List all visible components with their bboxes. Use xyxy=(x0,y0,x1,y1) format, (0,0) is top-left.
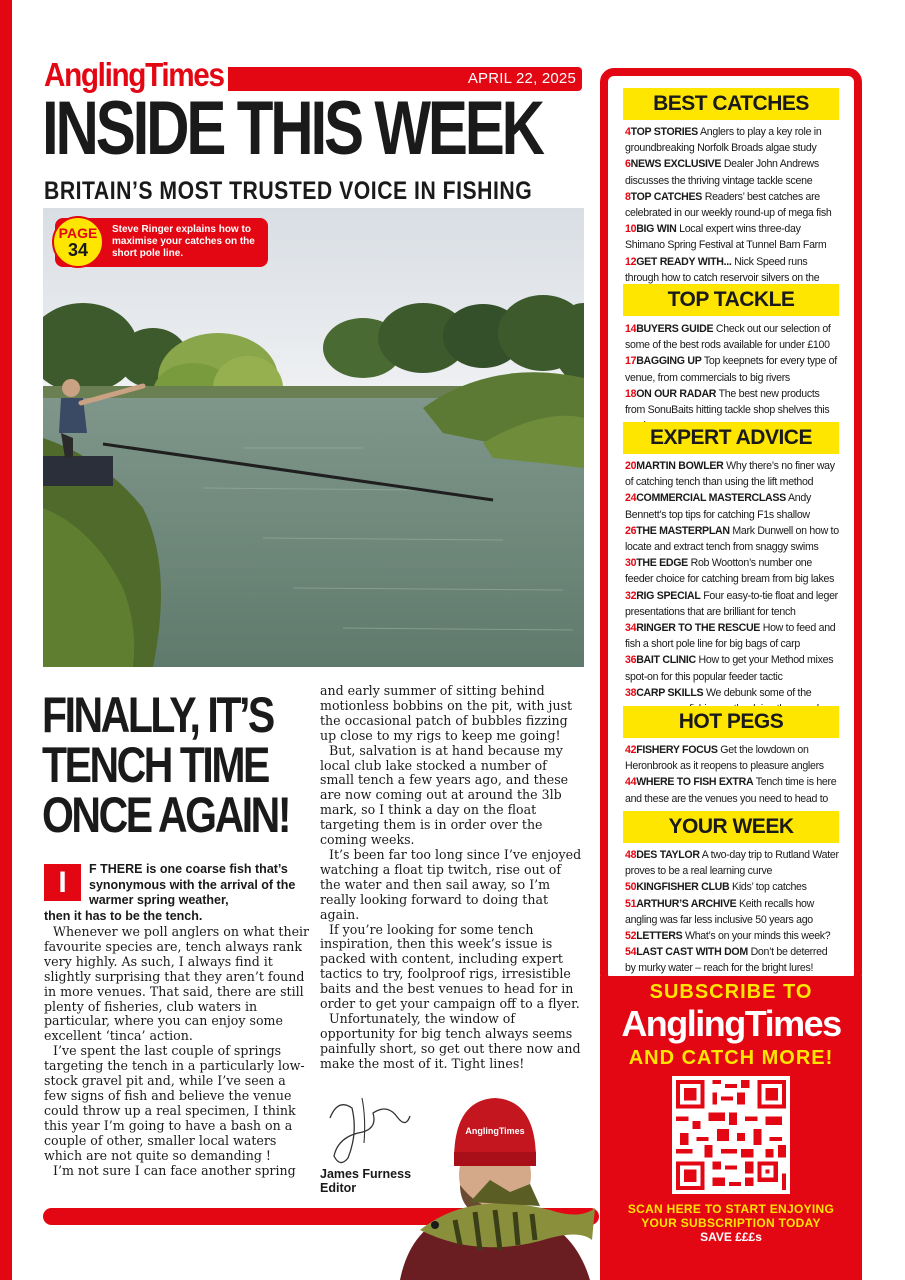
contents-item xyxy=(625,221,839,253)
contents-description: Local expert wins three-day Shimano Spring Festival at Tunnel Barn Farm xyxy=(625,223,827,252)
contents-item xyxy=(625,879,839,895)
contents-page-number: 14 xyxy=(625,323,637,335)
contents-item xyxy=(625,742,839,774)
section-heading: BEST CATCHES xyxy=(623,88,839,120)
contents-category: NEWS EXCLUSIVE xyxy=(630,158,722,171)
section-list xyxy=(625,458,839,717)
section-heading: EXPERT ADVICE xyxy=(623,422,839,454)
editorial-paragraph: I’m not sure I can face another spring xyxy=(53,1162,296,1178)
subscribe-brand: AnglingTimes xyxy=(621,1003,841,1044)
contents-item xyxy=(625,124,839,156)
contents-page-number: 34 xyxy=(625,622,637,635)
contents-description: Kids’ top catches xyxy=(732,881,807,894)
contents-category: GET READY WITH... xyxy=(636,255,732,268)
contents-item xyxy=(625,490,839,522)
contents-category: ARTHUR’S ARCHIVE xyxy=(636,897,737,910)
contents-category: LAST CAST WITH DOM xyxy=(636,946,748,959)
drop-cap: I xyxy=(44,864,81,901)
contents-category: BAIT CLINIC xyxy=(636,654,696,667)
contents-item xyxy=(625,555,839,587)
contents-page-number: 8 xyxy=(625,190,631,203)
contents-item xyxy=(625,588,839,620)
contents-page-number: 51 xyxy=(625,897,637,910)
contents-category: BUYERS GUIDE xyxy=(636,323,714,335)
contents-category: THE EDGE xyxy=(636,557,688,570)
contents-page-number: 18 xyxy=(625,387,637,400)
contents-page-number: 42 xyxy=(625,744,637,756)
hero-photo xyxy=(43,208,584,667)
perch-fish xyxy=(420,1180,595,1250)
subscribe-panel xyxy=(600,976,862,1280)
contents-description: Tench time is here and these are the venues you need to head to xyxy=(625,776,837,805)
issue-date: APRIL 22, 2025 xyxy=(467,70,576,87)
contents-page-number: 24 xyxy=(625,492,637,505)
contents-page-number: 50 xyxy=(625,881,637,894)
editorial-title-line: TENCH TIME xyxy=(42,737,268,793)
editorial-paragraph: But, salvation is at hand because my local club lake stocked a number of small tench a few years ago, and these are now coming out at around the 3lb mark, so I think a day on the float targeting them is in order over the coming weeks. xyxy=(320,742,569,848)
editor-role: Editor xyxy=(320,1181,357,1195)
contents-category: CARP SKILLS xyxy=(636,686,704,699)
editorial-paragraph: If you’re looking for some tench inspiration, then this week’s issue is packed with content, including expert tactics to try, foolproof rigs, irresistible baits and the best venues to head for in order to get your campaign off to a flyer. xyxy=(320,921,580,1012)
page-badge-label: PAGE xyxy=(58,225,98,241)
contents-category: RIG SPECIAL xyxy=(636,589,701,602)
contents-page-number: 52 xyxy=(625,930,637,943)
contents-category: THE MASTERPLAN xyxy=(636,524,730,537)
contents-category: BIG WIN xyxy=(636,223,677,236)
subscribe-cta: AND CATCH MORE! xyxy=(628,1047,834,1069)
contents-description: Nick Speed runs through how to catch reservoir silvers on the xyxy=(625,255,820,284)
contents-page-number: 10 xyxy=(625,223,637,236)
contents-item xyxy=(625,156,839,188)
tagline: BRITAIN’S MOST TRUSTED VOICE IN FISHING xyxy=(44,177,533,205)
contents-description: Get the lowdown on Heronbrook as it reopens to pleasure anglers xyxy=(625,744,824,773)
editorial-title-line: ONCE AGAIN! xyxy=(42,787,290,843)
contents-page-number: 54 xyxy=(625,946,637,959)
contents-item xyxy=(625,847,839,879)
contents-category: COMMERCIAL MASTERCLASS xyxy=(636,492,786,505)
cap-logo: AnglingTimes xyxy=(465,1126,525,1136)
page-title: INSIDE THIS WEEK xyxy=(42,86,542,171)
contents-page-number: 30 xyxy=(625,557,637,570)
editorial-intro-end: then it has to be the tench. xyxy=(44,909,203,923)
editorial-paragraph: I’ve spent the last couple of springs targeting the tench in a particularly low-stock gravel pit and, while I’ve seen a few signs of fish and believe the venue could throw up a real specimen, I think this year I’m going to have a bash on a couple of other, smaller local waters which are not quite so demanding ! xyxy=(44,1043,305,1163)
editor-name: James Furness xyxy=(320,1167,412,1181)
contents-item xyxy=(625,652,839,684)
contents-page-number: 36 xyxy=(625,654,637,667)
contents-item xyxy=(625,189,839,221)
contents-item xyxy=(625,944,839,976)
subscribe-scan-line: SCAN HERE TO START ENJOYING xyxy=(627,1202,835,1216)
editorial-title-line: FINALLY, IT’S xyxy=(42,687,273,743)
contents-item xyxy=(625,896,839,928)
section-list xyxy=(625,321,839,434)
editorial-paragraph: Unfortunately, the window of opportunity for big tench always seems painfully short, so get out there now and make the most of it. Tight lines! xyxy=(320,1010,581,1071)
contents-description: Four easy-to-tie float and leger presentations that are brilliant for tench xyxy=(625,589,838,618)
contents-category: WHERE TO FISH EXTRA xyxy=(636,776,754,789)
contents-page-number: 4 xyxy=(625,126,631,138)
contents-description: Dealer John Andrews discusses the thriving vintage tackle scene xyxy=(625,158,819,187)
contents-description: A two-day trip to Rutland Water proves to be a real learning curve xyxy=(625,849,839,878)
editorial-paragraph: and early summer of sitting behind motionless bobbins on the pit, with just the occasional patch of bubbles fizzing up close to my rigs to keep me going! xyxy=(320,683,573,743)
editorial-paragraph: Whenever we poll anglers on what their favourite species are, tench always rank very highly. As such, I always find it slightly surprising that they aren’t found in more venues. That said, there are still plenty of fisheries, club waters in particular, where you can enjoy some excellent ‘tinca’ action. xyxy=(44,924,310,1044)
editor-photo xyxy=(380,1080,602,1280)
section-list xyxy=(625,742,839,807)
contents-description: The best new products from SonuBaits hitting tackle shop shelves this xyxy=(625,387,830,417)
subscribe-title: SUBSCRIBE TO xyxy=(649,981,813,1003)
contents-description: Don’t be deterred by murky water – reach for the bright lures! xyxy=(625,946,828,975)
page-edge-stripe xyxy=(0,0,12,1280)
editorial-title xyxy=(42,687,290,843)
contents-category: ON OUR RADAR xyxy=(636,387,717,400)
contents-description: Keith recalls how angling was far less inclusive 50 years ago xyxy=(625,897,814,926)
editorial-column-left xyxy=(44,925,310,1178)
contents-category: TOP STORIES xyxy=(630,126,698,138)
magazine-logo: AnglingTimes xyxy=(44,56,224,93)
contents-description: Mark Dunwell on how to locate and extract tench from snaggy swims xyxy=(625,524,839,554)
page-badge-caption: Steve Ringer explains how to maximise your catches on the short pole line. xyxy=(112,224,255,259)
contents-category: MARTIN BOWLER xyxy=(636,460,724,472)
section-heading: TOP TACKLE xyxy=(623,284,839,316)
contents-item xyxy=(625,774,839,806)
contents-description: Top keepnets for every type of venue, from commercials to big rivers xyxy=(625,355,837,384)
contents-category: RINGER TO THE RESCUE xyxy=(636,622,761,635)
contents-item xyxy=(625,620,839,652)
section-list xyxy=(625,847,839,977)
contents-item xyxy=(625,458,839,490)
contents-category: KINGFISHER CLUB xyxy=(636,881,730,894)
contents-description: Andy Bennett’s top tips for catching F1s shallow xyxy=(625,492,811,521)
contents-item xyxy=(625,523,839,555)
contents-page-number: 12 xyxy=(625,255,637,268)
contents-description: Check out our selection of some of the best rods available for under £100 xyxy=(625,323,831,352)
editorial-column-right xyxy=(320,684,584,1072)
editorial-paragraph: It’s been far too long since I’ve enjoyed watching a float tip twitch, rise out of the water and then sail away, so I’m really looking forward to doing that again. xyxy=(320,846,582,922)
page-badge-circle xyxy=(52,216,104,268)
contents-category: LETTERS xyxy=(636,930,683,943)
contents-description: What’s on your minds this week? xyxy=(685,930,831,943)
contents-category: FISHERY FOCUS xyxy=(636,744,718,756)
contents-page-number: 38 xyxy=(625,686,637,699)
contents-page-number: 48 xyxy=(625,849,637,861)
editorial-intro: F THERE is one coarse fish that’s synonymous with the arrival of the warmer spring weather, xyxy=(89,862,296,907)
subscribe-scan-line: YOUR SUBSCRIPTION TODAY xyxy=(641,1216,821,1230)
contents-item xyxy=(625,928,839,944)
section-heading: YOUR WEEK xyxy=(623,811,839,843)
page-badge-number: 34 xyxy=(67,240,89,260)
qr-code[interactable] xyxy=(672,1076,790,1194)
section-heading: HOT PEGS xyxy=(623,706,839,738)
contents-page-number: 20 xyxy=(625,460,637,472)
contents-description: We debunk some of the xyxy=(705,686,812,699)
contents-category: TOP CATCHES xyxy=(630,190,703,203)
contents-description: Readers’ best catches are celebrated in our weekly round-up of mega fish xyxy=(625,190,832,220)
contents-page-number: 6 xyxy=(625,158,631,171)
contents-page-number: 17 xyxy=(625,355,637,368)
subscribe-save: SAVE £££s xyxy=(700,1230,762,1244)
contents-description: How to feed and fish a short pole line for big bags of carp xyxy=(625,622,836,651)
contents-page-number: 44 xyxy=(625,776,637,789)
contents-item xyxy=(625,321,839,353)
contents-page-number: 32 xyxy=(625,589,637,602)
contents-category: DES TAYLOR xyxy=(636,849,700,861)
contents-description: Anglers to play a key role in groundbreaking Norfolk Broads algae study xyxy=(625,126,822,155)
contents-description: How to get your Method mixes spot-on for this popular feeder tactic xyxy=(625,654,834,683)
contents-description: Why there’s no finer way of catching tench than using the lift method xyxy=(625,460,835,489)
section-list xyxy=(625,124,839,302)
subscribe-instructions xyxy=(600,1202,862,1230)
contents-category: BAGGING UP xyxy=(636,355,702,368)
contents-page-number: 26 xyxy=(625,524,637,537)
contents-item xyxy=(625,353,839,385)
contents-description: Rob Wootton’s number one feeder choice for catching bream from big lakes xyxy=(625,557,835,586)
